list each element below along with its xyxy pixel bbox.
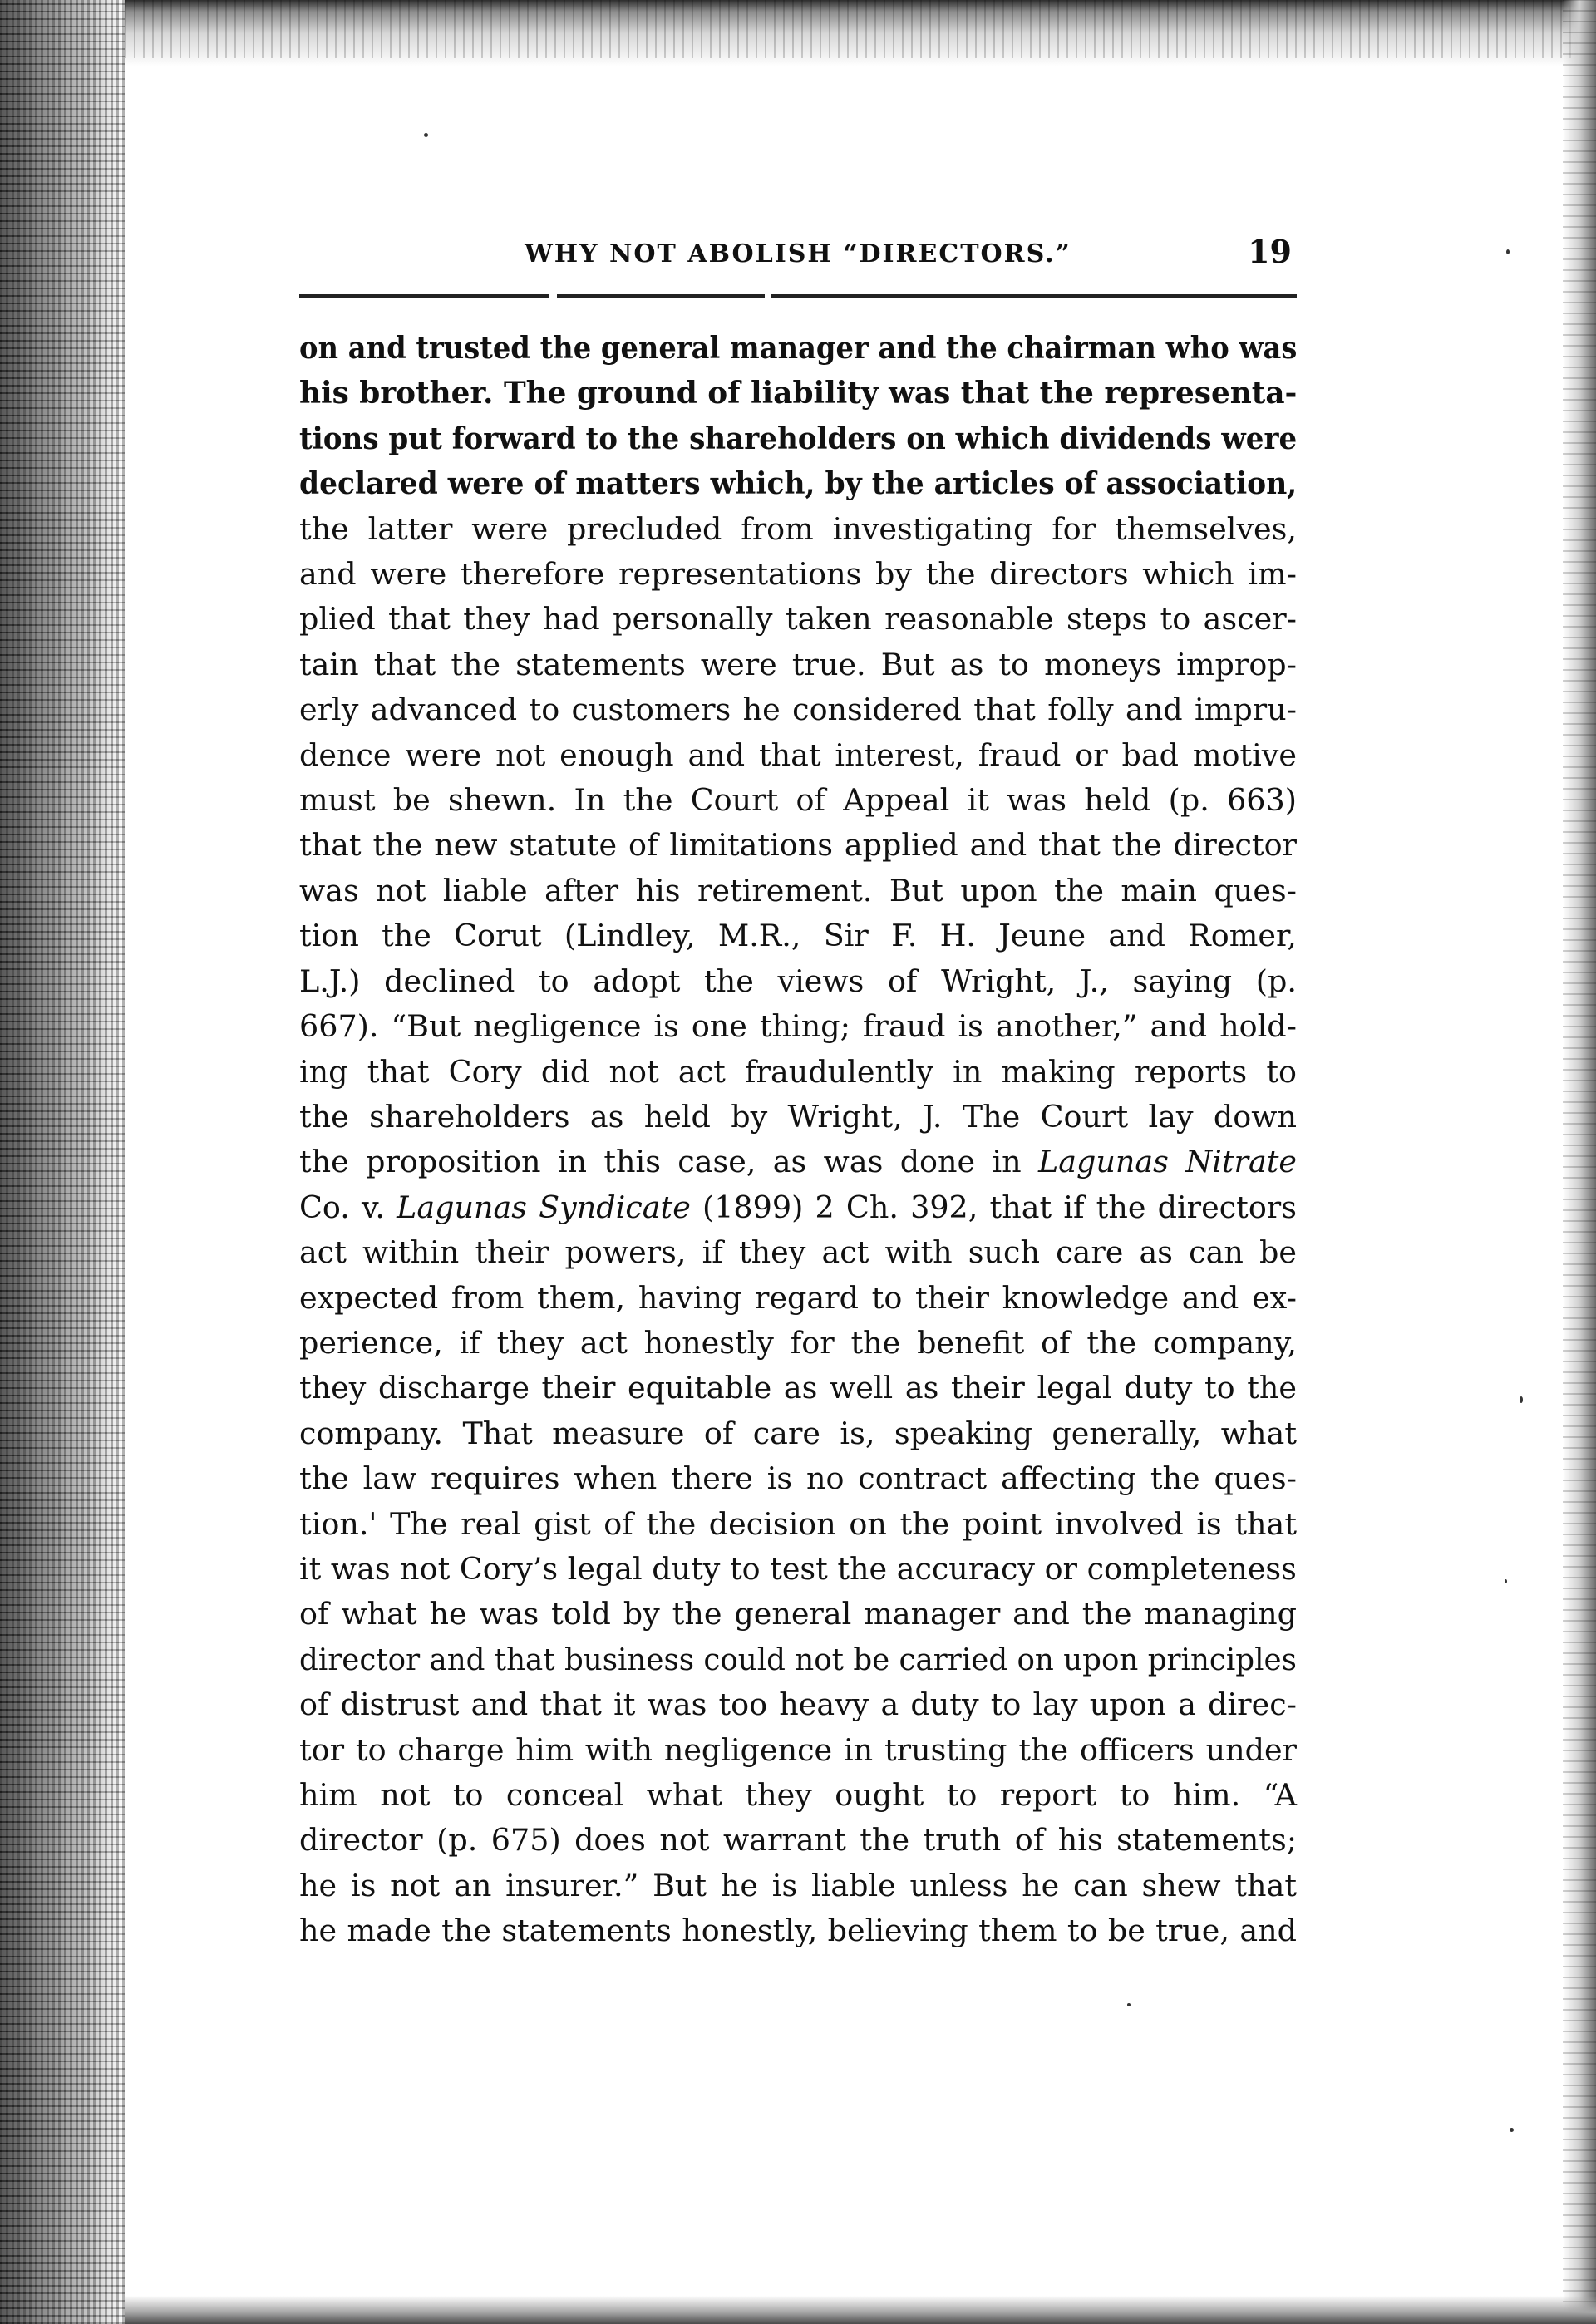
scan-speck [1520,1396,1523,1403]
text-line: he is not an insurer.” But he is liable unless he can shew that [299,1867,1297,1903]
italic-case-name: Lagunas Syndicate [397,1189,691,1225]
text-line: tor to charge him with negligence in trusting the officers under [299,1731,1297,1768]
text-line: perience, if they act honestly for the benefit of the company, [299,1324,1297,1361]
text-segment: Co. v. [299,1189,397,1225]
text-line: tion the Corut (Lindley, M.R., Sir F. H. Jeune and Romer, [299,918,1297,954]
scan-right-edge [1563,0,1596,2324]
text-line: and were therefore representations by the directors which im- [299,556,1297,593]
text-line: company. That measure of care is, speaking generally, what [299,1415,1297,1451]
text-line: L.J.) declined to adopt the views of Wright, J., saying (p. [299,963,1297,999]
text-line: the shareholders as held by Wright, J. The Court lay down [299,1098,1297,1135]
text-line: tions put forward to the shareholders on which dividends were [299,420,1298,456]
text-line: must be shewn. In the Court of Appeal it was held (p. 663) [299,782,1297,819]
text-line: they discharge their equitable as well as their legal duty to the [299,1370,1297,1406]
text-line: of distrust and that it was too heavy a duty to lay upon a direc- [299,1686,1297,1723]
text-line: director and that business could not be carried on upon principles [299,1641,1297,1677]
text-line: tion.' The real gist of the decision on the point involved is that [299,1505,1297,1542]
text-line: on and trusted the general manager and the chairman who was [299,330,1298,366]
running-title: WHY NOT ABOLISH “DIRECTORS.” [525,239,1071,268]
text-line-with-italic [299,1140,1297,1184]
page-header [299,223,1297,281]
text-line: act within their powers, if they act with such care as can be [299,1234,1297,1271]
text-line: that the new statute of limitations applied and that the director [299,827,1297,864]
text-line: ing that Cory did not act fraudulently in making reports to [299,1053,1297,1090]
text-line: of what he was told by the general manager and the managing [299,1596,1297,1632]
italic-case-name: Lagunas Nitrate [1038,1144,1297,1180]
text-line: it was not Cory’s legal duty to test the accuracy or completeness [299,1550,1297,1587]
scan-speck [1510,2128,1514,2132]
text-line: declared were of matters which, by the articles of association, [299,465,1298,502]
scan-left-edge [0,0,125,2324]
text-line: expected from them, having regard to their knowledge and ex- [299,1279,1297,1316]
scan-bottom-edge [125,2296,1596,2324]
body-text [299,326,1297,1954]
text-line: the latter were precluded from investigating for themselves, [299,510,1297,547]
text-line-with-italic [299,1185,1297,1230]
scan-top-edge [125,0,1596,91]
text-line: dence were not enough and that interest, fraud or bad motive [299,736,1297,773]
text-line: the law requires when there is no contract affecting the ques- [299,1460,1297,1497]
scan-speck [1127,2003,1130,2006]
text-line: his brother. The ground of liability was that the representa- [299,375,1298,411]
page-number: 19 [1248,233,1292,270]
scan-speck [1505,1579,1507,1583]
text-line: 667). “But negligence is one thing; fraud is another,” and hold- [299,1008,1297,1045]
scan-speck [424,133,428,137]
text-segment: the proposition in this case, as was done in [299,1144,1039,1180]
header-rule [299,294,1297,298]
text-line: plied that they had personally taken reasonable steps to ascer- [299,601,1297,638]
text-line: director (p. 675) does not warrant the truth of his statements; [299,1822,1297,1859]
text-line: tain that the statements were true. But as to moneys improp- [299,646,1297,682]
text-line: him not to conceal what they ought to report to him. “A [299,1777,1297,1813]
text-segment: (1899) 2 Ch. 392, that if the directors [690,1189,1297,1225]
text-line: erly advanced to customers he considered that folly and impru- [299,692,1297,728]
scan-speck [1506,249,1510,254]
text-line: he made the statements honestly, believing them to be true, and [299,1913,1297,1949]
text-line: was not liable after his retirement. But upon the main ques- [299,872,1297,908]
